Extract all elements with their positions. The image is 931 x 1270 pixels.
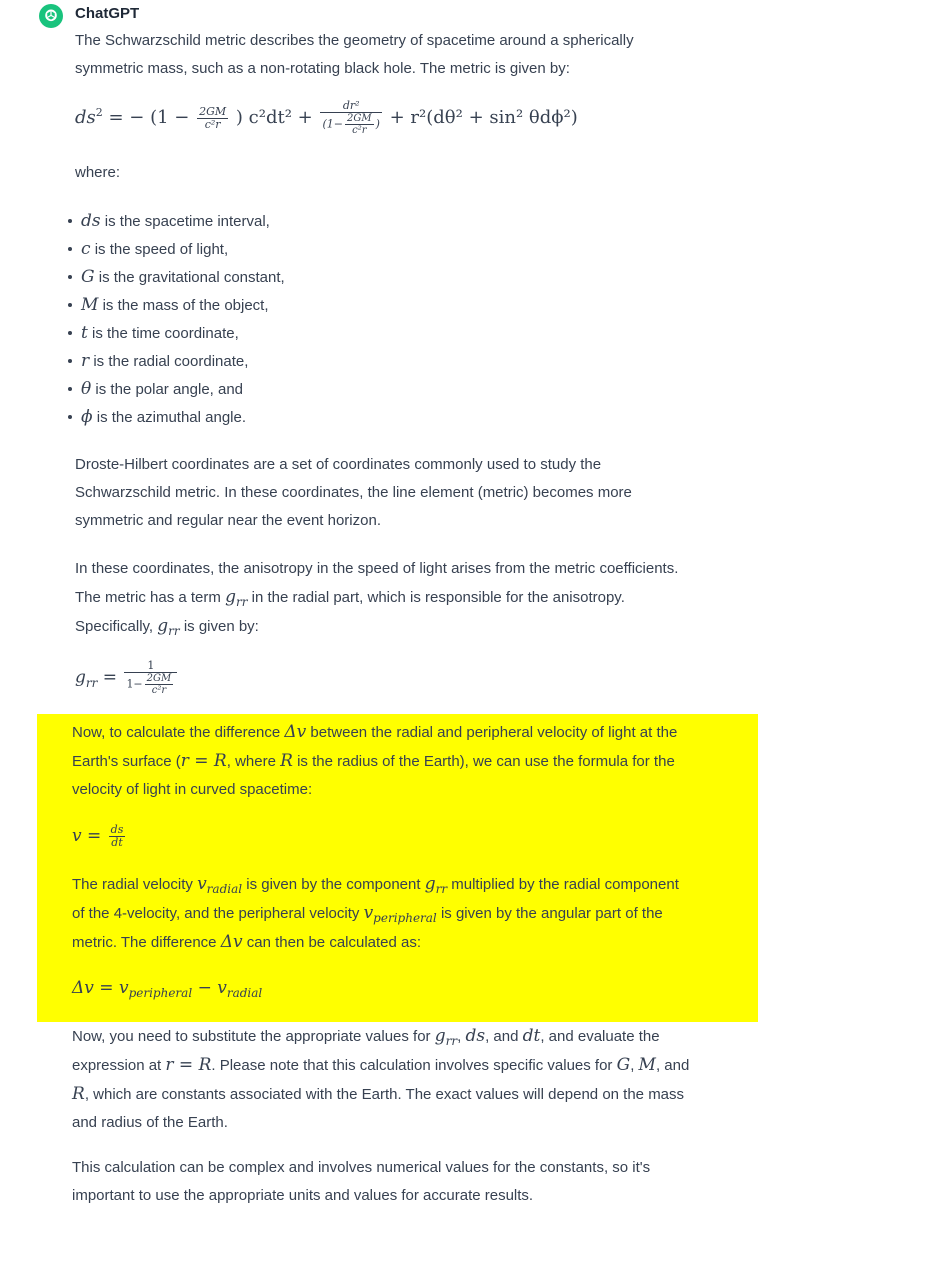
substitute-paragraph bbox=[72, 1022, 692, 1137]
v-radial-subscript: radial bbox=[226, 986, 263, 1000]
grr-lhs-subscript: rr bbox=[85, 675, 98, 690]
grr-symbol bbox=[435, 1026, 457, 1046]
sub-comma-2: , and bbox=[485, 1028, 519, 1045]
R-symbol: R bbox=[72, 1084, 85, 1104]
frac-numerator: 1 bbox=[124, 660, 177, 673]
grr-symbol bbox=[157, 616, 179, 636]
where-label: where: bbox=[75, 164, 121, 181]
sub-text-3: . Please note that this calculation involves specific values for bbox=[211, 1057, 613, 1074]
grr-base: g bbox=[225, 587, 236, 607]
r-equals-R: r = R bbox=[180, 751, 227, 771]
grr-base: g bbox=[424, 874, 436, 894]
variable-list bbox=[64, 207, 285, 431]
grr-equation bbox=[75, 660, 179, 696]
grr-base: g bbox=[157, 616, 169, 636]
sub-text-4: , which are constants associated with the Earth. The exact values will depend on the mass and radius of the Earth. bbox=[72, 1086, 685, 1131]
grr-lhs: g bbox=[75, 667, 86, 688]
calc-text-4: is the radius of the Earth), we can use the formula for the velocity of light in curved spacetime: bbox=[72, 753, 675, 798]
v-peripheral-subscript: peripheral bbox=[128, 986, 193, 1000]
list-item bbox=[64, 235, 285, 263]
calculate-difference-paragraph bbox=[72, 718, 692, 804]
delta-v-symbol: Δv bbox=[220, 932, 243, 952]
droste-hilbert-paragraph: Droste-Hilbert coordinates are a set of coordinates commonly used to study the Schwarzschild metric. In these coordinates, the line element (metric) becomes more symmetric and regular near the event horizon. bbox=[75, 456, 632, 529]
frac-numerator: 2GM bbox=[199, 104, 227, 118]
dv-eq-sign: = bbox=[99, 978, 114, 998]
dv-lhs: Δv bbox=[72, 978, 94, 998]
list-item bbox=[64, 375, 285, 403]
variable-symbol: M bbox=[81, 295, 99, 315]
inner-frac-denominator: c²r bbox=[352, 125, 367, 136]
variable-symbol: r bbox=[81, 351, 90, 371]
frac-numerator: dr² bbox=[320, 100, 381, 113]
M-symbol: M bbox=[638, 1055, 656, 1075]
radial-text-5: can then be calculated as: bbox=[246, 934, 422, 951]
delta-v-equation bbox=[72, 978, 262, 998]
variable-symbol: G bbox=[81, 267, 95, 287]
anisotropy-text-3: is given by: bbox=[183, 618, 259, 635]
variable-description: is the mass of the object, bbox=[102, 297, 269, 314]
anisotropy-text-2: in the radial part, which is responsible for the anisotropy. Specifically, bbox=[75, 589, 625, 635]
inner-frac-denominator: c²r bbox=[151, 685, 167, 696]
variable-description: is the time coordinate, bbox=[92, 325, 239, 342]
radial-text-3: multiplied by the radial component of the 4-velocity, and the peripheral velocity bbox=[72, 876, 679, 922]
v-radial-subscript: radial bbox=[206, 882, 243, 896]
anisotropy-paragraph bbox=[75, 555, 685, 641]
v-peripheral-symbol bbox=[364, 903, 437, 923]
inner-frac-numerator: 2GM bbox=[146, 673, 172, 684]
R-symbol: R bbox=[280, 751, 293, 771]
schwarzschild-metric-equation bbox=[75, 100, 578, 136]
sub-comma-4: , and bbox=[655, 1057, 690, 1074]
grr-eq-sign: = bbox=[102, 667, 118, 688]
grr-symbol bbox=[425, 874, 447, 894]
metric-rest: + r²(dθ² + sin² θdϕ²) bbox=[389, 107, 578, 128]
list-item bbox=[64, 403, 285, 431]
dv-peripheral bbox=[119, 978, 192, 998]
frac-denominator-open: (1− bbox=[322, 117, 343, 131]
r-equals-R: r = R bbox=[165, 1055, 212, 1075]
dv-minus: − bbox=[197, 978, 212, 998]
delta-v-symbol: Δv bbox=[284, 722, 307, 742]
message-author: ChatGPT bbox=[75, 5, 140, 22]
frac-denominator bbox=[124, 673, 177, 696]
list-item bbox=[64, 207, 285, 235]
grr-fraction bbox=[124, 660, 177, 696]
metric-lhs: ds bbox=[75, 107, 96, 128]
calc-text-3: , where bbox=[226, 753, 276, 770]
list-item bbox=[64, 319, 285, 347]
v-eq-sign: = bbox=[87, 826, 102, 846]
v-radial-base: v bbox=[197, 874, 207, 894]
v-peripheral-base: v bbox=[118, 978, 129, 998]
variable-symbol: c bbox=[81, 239, 91, 259]
sub-comma-3: , bbox=[630, 1057, 635, 1074]
variable-description: is the spacetime interval, bbox=[104, 213, 270, 230]
intro-paragraph: The Schwarzschild metric describes the geometry of spacetime around a spherically symmetric mass, such as a non-rotating black hole. The metric is given by: bbox=[75, 32, 634, 77]
frac-numerator: ds bbox=[110, 823, 124, 836]
grr-base: g bbox=[434, 1026, 446, 1046]
grr-symbol bbox=[225, 587, 247, 607]
metric-frac-2gm bbox=[197, 106, 228, 131]
variable-symbol: ds bbox=[81, 211, 101, 231]
variable-symbol: θ bbox=[81, 379, 92, 399]
G-symbol: G bbox=[616, 1055, 631, 1075]
metric-mid-term: ) c²dt² + bbox=[235, 107, 313, 128]
grr-subscript: rr bbox=[168, 624, 180, 638]
calc-text-1: Now, to calculate the difference bbox=[72, 724, 281, 741]
sub-text-2: , and evaluate the expression at bbox=[72, 1028, 660, 1074]
velocity-equation bbox=[72, 824, 127, 849]
metric-frac-dr2 bbox=[320, 100, 381, 136]
variable-description: is the radial coordinate, bbox=[93, 353, 249, 370]
metric-lhs-exponent: 2 bbox=[95, 106, 103, 119]
inner-frac-numerator: 2GM bbox=[347, 113, 372, 124]
dv-radial bbox=[217, 978, 262, 998]
v-peripheral-base: v bbox=[363, 903, 374, 923]
v-lhs: v bbox=[72, 826, 82, 846]
frac-denominator: c²r bbox=[204, 117, 221, 131]
variable-description: is the polar angle, and bbox=[95, 381, 244, 398]
frac-denominator bbox=[320, 113, 381, 136]
sub-text-1: Now, you need to substitute the appropriate values for bbox=[72, 1028, 431, 1045]
metric-eq-open: = − (1 − bbox=[108, 107, 190, 128]
dt-symbol: dt bbox=[522, 1026, 541, 1046]
avatar bbox=[39, 4, 63, 28]
list-item bbox=[64, 263, 285, 291]
openai-logo-icon bbox=[43, 8, 59, 24]
radial-text-2: is given by the component bbox=[246, 876, 421, 893]
frac-denominator-close: ) bbox=[375, 117, 380, 131]
inner-frac bbox=[345, 113, 374, 136]
frac-denominator-prefix: 1− bbox=[126, 677, 143, 691]
variable-symbol: ϕ bbox=[81, 407, 93, 427]
ds-dt-fraction bbox=[109, 824, 126, 849]
calc-text-2: between the radial and peripheral velocity of light at the Earth's surface ( bbox=[72, 724, 678, 770]
grr-subscript: rr bbox=[435, 882, 448, 896]
frac-denominator: dt bbox=[111, 836, 123, 849]
variable-description: is the speed of light, bbox=[94, 241, 229, 258]
radial-text-1: The radial velocity bbox=[72, 876, 193, 893]
ds-symbol: ds bbox=[465, 1026, 486, 1046]
v-radial-base: v bbox=[217, 978, 227, 998]
grr-subscript: rr bbox=[445, 1034, 458, 1048]
sub-comma-1: , bbox=[457, 1028, 462, 1045]
variable-description: is the azimuthal angle. bbox=[96, 409, 247, 426]
variable-description: is the gravitational constant, bbox=[98, 269, 285, 286]
radial-text-4: is given by the angular part of the metric. The difference bbox=[72, 905, 663, 951]
radial-velocity-paragraph bbox=[72, 870, 692, 957]
v-peripheral-subscript: peripheral bbox=[373, 911, 437, 925]
variable-symbol: t bbox=[81, 323, 88, 343]
anisotropy-text-1: In these coordinates, the anisotropy in the speed of light arises from the metric coefficients. The metric has a term bbox=[75, 560, 679, 606]
inner-frac bbox=[145, 673, 174, 696]
closing-paragraph: This calculation can be complex and involves numerical values for the constants, so it's important to use the appropriate units and values for accurate results. bbox=[72, 1159, 651, 1204]
v-radial-symbol bbox=[197, 874, 242, 894]
list-item bbox=[64, 347, 285, 375]
list-item bbox=[64, 291, 285, 319]
grr-subscript: rr bbox=[235, 595, 248, 609]
